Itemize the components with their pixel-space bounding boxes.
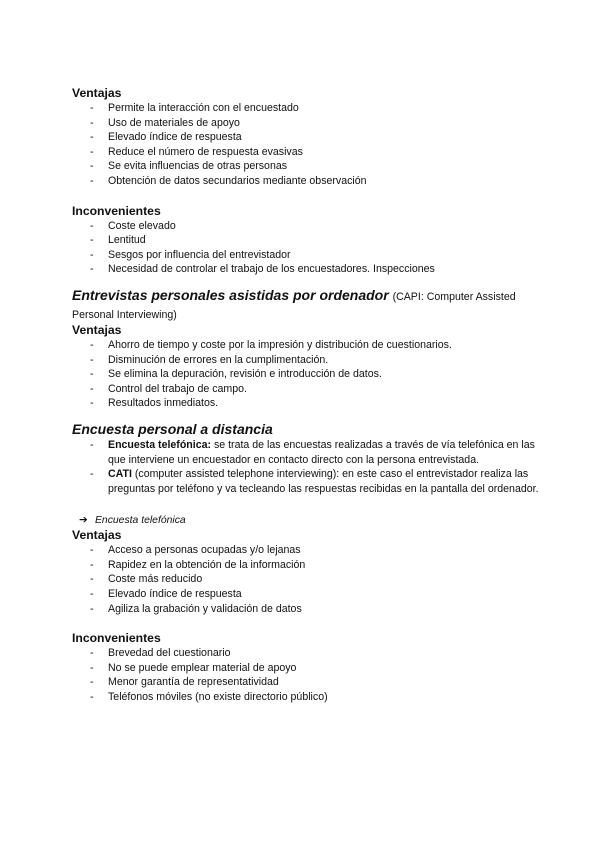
capi-title: Entrevistas personales asistidas por ordenador — [72, 286, 389, 303]
list-item: - Menor garantía de representatividad — [72, 675, 542, 690]
list-item: - Resultados inmediatos. — [72, 396, 542, 411]
section-heading-ventajas-3: Ventajas — [72, 528, 122, 543]
section-heading-ventajas-1: Ventajas — [72, 86, 122, 100]
list-item: - Permite la interacción con el encuestado — [72, 101, 542, 116]
section-heading-inconvenientes-2: Inconvenientes — [72, 631, 161, 646]
ventajas-list-1 — [72, 101, 542, 189]
inconvenientes-list-1 — [72, 219, 542, 277]
item-label: CATI — [108, 468, 132, 481]
list-item: - Elevado índice de respuesta — [72, 587, 542, 602]
list-item: - Lentitud — [72, 233, 542, 248]
list-item: - Teléfonos móviles (no existe directorio público) — [72, 690, 542, 705]
ventajas-list-2 — [72, 338, 542, 411]
list-item: - Obtención de datos secundarios mediante observación — [72, 174, 542, 189]
list-item: - Control del trabajo de campo. — [72, 382, 542, 397]
list-item: - Se evita influencias de otras personas — [72, 159, 542, 174]
inconvenientes-list-2 — [72, 646, 542, 704]
list-item: - No se puede emplear material de apoyo — [72, 661, 542, 676]
distancia-list — [72, 438, 542, 496]
list-item: - Se elimina la depuración, revisión e introducción de datos. — [72, 367, 542, 382]
ventajas-list-3 — [72, 543, 542, 616]
list-item: - Brevedad del cuestionario — [72, 646, 542, 661]
capi-heading — [72, 287, 542, 323]
list-item: - Agiliza la grabación y validación de datos — [72, 602, 542, 617]
list-item — [72, 467, 542, 496]
list-item: - Uso de materiales de apoyo — [72, 116, 542, 131]
list-item: - Rapidez en la obtención de la información — [72, 558, 542, 573]
item-label: Encuesta telefónica: — [108, 438, 212, 451]
document-content — [72, 86, 542, 705]
list-item — [72, 438, 542, 467]
list-item: - Coste más reducido — [72, 572, 542, 587]
list-item: - Coste elevado — [72, 219, 542, 234]
section-heading-ventajas-2: Ventajas — [72, 322, 122, 337]
item-text: se trata de las encuestas realizadas a través de vía telefónica en las que interviene un encuestador en contacto directo con la persona entrevistada. — [108, 438, 535, 466]
arrow-subheading — [72, 514, 542, 528]
list-item: - Necesidad de controlar el trabajo de los encuestadores. Inspecciones — [72, 262, 542, 277]
list-item: - Disminución de errores en la cumplimentación. — [72, 353, 542, 368]
item-text: (computer assisted telephone interviewing): en este caso el entrevistador realiza las preguntas por teléfono y va tecleando las respuestas recibidas en la pantalla del ordenador. — [108, 468, 539, 495]
list-item: - Ahorro de tiempo y coste por la impresión y distribución de cuestionarios. — [72, 338, 542, 353]
arrow-right-icon: ➔ — [79, 515, 88, 527]
arrow-subheading-text: Encuesta telefónica — [95, 515, 186, 527]
list-item: - Acceso a personas ocupadas y/o lejanas — [72, 543, 542, 558]
list-item: - Elevado índice de respuesta — [72, 130, 542, 145]
section-heading-inconvenientes-1: Inconvenientes — [72, 203, 161, 218]
list-item: - Reduce el número de respuesta evasivas — [72, 145, 542, 160]
capi-subtitle: (CAPI: Computer Assisted Personal Interviewing) — [72, 290, 516, 321]
list-item: - Sesgos por influencia del entrevistador — [72, 248, 542, 263]
distancia-heading: Encuesta personal a distancia — [72, 420, 273, 437]
